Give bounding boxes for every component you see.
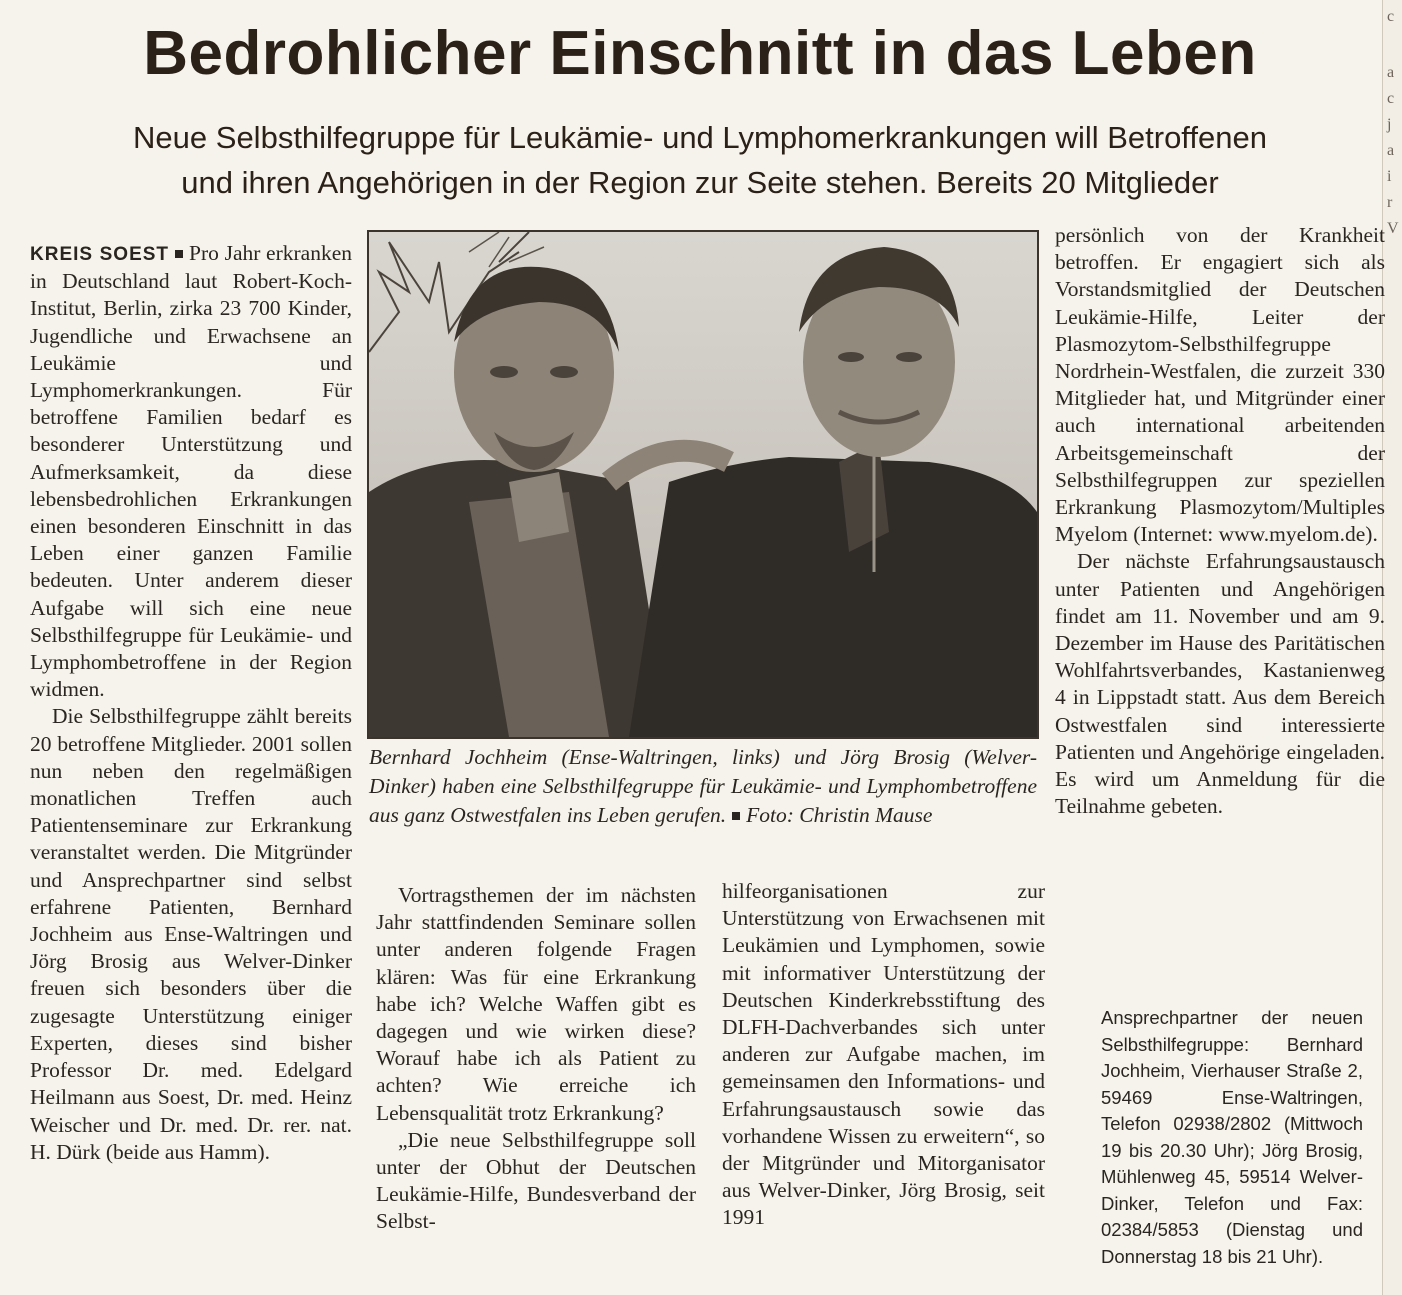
edge-letter: j: [1387, 116, 1392, 133]
paragraph: Pro Jahr erkranken in Deutschland laut Robert-Koch-Institut, Berlin, zirka 23 700 Kinder, Jugendliche und Erwachsene an Leukämie und Lymphomerkrankungen. Für betroffene Familien bedarf es besonderer Unterstützung und Aufmerksamkeit, da diese lebensbedrohlichen Erkrankungen einen besonderen Einschnitt in das Leben einer ganzen Familie bedeuten. Unter anderem dieser Aufgabe will sich eine neue Selbsthilfegruppe für Leukämie- und Lymphombetroffene in der Region widmen.: [30, 241, 353, 702]
edge-letter: i: [1387, 168, 1392, 185]
caption-text: Bernhard Jochheim (Ense-Waltringen, links) und Jörg Brosig (Welver-Dinker) haben eine Selbsthilfegruppe für Leukämie- und Lymphombetroffene aus ganz Ostwestfalen ins Leben gerufen.: [369, 745, 1037, 827]
subheadline: [40, 115, 1360, 205]
photo-caption: [369, 743, 1037, 830]
paragraph: Die Selbsthilfegruppe zählt bereits 20 betroffene Mitglieder. 2001 sollen nun neben den regelmäßigen monatlichen Treffen auch Patientenseminare zur Erkrankung veranstaltet werden. Die Mitgründer und Ansprechpartner sind selbst erfahrene Patienten, Bernhard Jochheim aus Ense-Waltringen und Jörg Brosig aus Welver-Dinker freuen sich besonders über die zugesagte Unterstützung einiger Experten, dieses sind bisher Professor Dr. med. Edelgard Heilmann aus Soest, Dr. med. Heinz Weischer und Dr. med. Dr. rer. nat. H. Dürk (beide aus Hamm).: [30, 704, 352, 1164]
column-2: [376, 882, 696, 1236]
paragraph: „Die neue Selbsthilfegruppe soll unter der Obhut der Deutschen Leukämie-Hilfe, Bundesverband der Selbst-: [376, 1127, 696, 1234]
article-photo: [367, 230, 1039, 739]
edge-letter: c: [1387, 8, 1395, 25]
bullet-icon: [732, 812, 740, 820]
edge-letter: a: [1387, 142, 1395, 159]
headline: Bedrohlicher Einschnitt in das Leben: [143, 19, 1257, 88]
adjacent-column-edge: [1382, 0, 1402, 1295]
contact-info-box: Ansprechpartner der neuen Selbsthilfegruppe: Bernhard Jochheim, Vierhauser Straße 2, 59469 Ense-Waltringen, Telefon 02938/2802 (Mittwoch 19 bis 20.30 Uhr); Jörg Brosig, Mühlenweg 45, 59514 Welver-Dinker, Telefon und Fax: 02384/5853 (Dienstag und Donnerstag 18 bis 21 Uhr).: [1101, 1007, 1363, 1267]
photo-credit: Foto: Christin Mause: [746, 803, 933, 827]
edge-letter: a: [1387, 64, 1395, 81]
subhead-line: und ihren Angehörigen in der Region zur Seite stehen. Bereits 20 Mitglieder: [181, 165, 1219, 200]
subhead-line: Neue Selbsthilfegruppe für Leukämie- und Lymphomerkrankungen will Betroffenen: [133, 120, 1267, 155]
dateline: KREIS SOEST: [30, 244, 170, 265]
column-3: [722, 878, 1045, 1232]
photo-two-men-image: [369, 232, 1037, 737]
paragraph: Vortragsthemen der im nächsten Jahr stattfindenden Seminare sollen unter anderen folgende Fragen klären: Was für eine Erkrankung habe ich? Welche Waffen gibt es dagegen und wie wirken diese? Worauf habe ich als Patient zu achten? Wie erreiche ich Lebensqualität trotz Erkrankung?: [376, 883, 696, 1125]
edge-letter: r: [1387, 194, 1393, 211]
edge-letter: c: [1387, 90, 1395, 107]
paragraph: Der nächste Erfahrungsaustausch unter Patienten und Angehörigen findet am 11. November und am 9. Dezember im Hause des Paritätischen Wohlfahrtsverbandes, Kastanienweg 4 in Lippstadt statt. Aus dem Bereich Ostwestfalen sind interessierte Patienten und Angehörige eingeladen. Es wird um Anmeldung für die Teilnahme gebeten.: [1055, 549, 1385, 819]
paragraph: persönlich von der Krankheit betroffen. Er engagiert sich als Vorstandsmitglied der Deutschen Leukämie-Hilfe, Leiter der Plasmozytom-Selbsthilfegruppe Nordrhein-Westfalen, die zurzeit 330 Mitglieder hat, und Mitgründer einer auch international arbeitenden Arbeitsgemeinschaft der Selbsthilfegruppen zur speziellen Erkrankung Plasmozytom/Multiples Myelom (Internet: www.myelom.de).: [1055, 223, 1385, 547]
column-1: [30, 240, 352, 1166]
paragraph: hilfeorganisationen zur Unterstützung von Erwachsenen mit Leukämien und Lymphomen, sowie mit informativer Unterstützung der Deutschen Kinderkrebsstiftung des DLFH-Dachverbandes sich unter anderen zur Aufgabe machen, im gemeinsamen den Informations- und Erfahrungsaustausch sowie das vorhandene Wissen zu erweitern“, so der Mitgründer und Mitorganisator aus Welver-Dinker, Jörg Brosig, seit 1991: [722, 879, 1045, 1230]
bullet-icon: [175, 250, 183, 258]
column-4: [1055, 222, 1385, 820]
edge-letter: V: [1387, 220, 1399, 237]
